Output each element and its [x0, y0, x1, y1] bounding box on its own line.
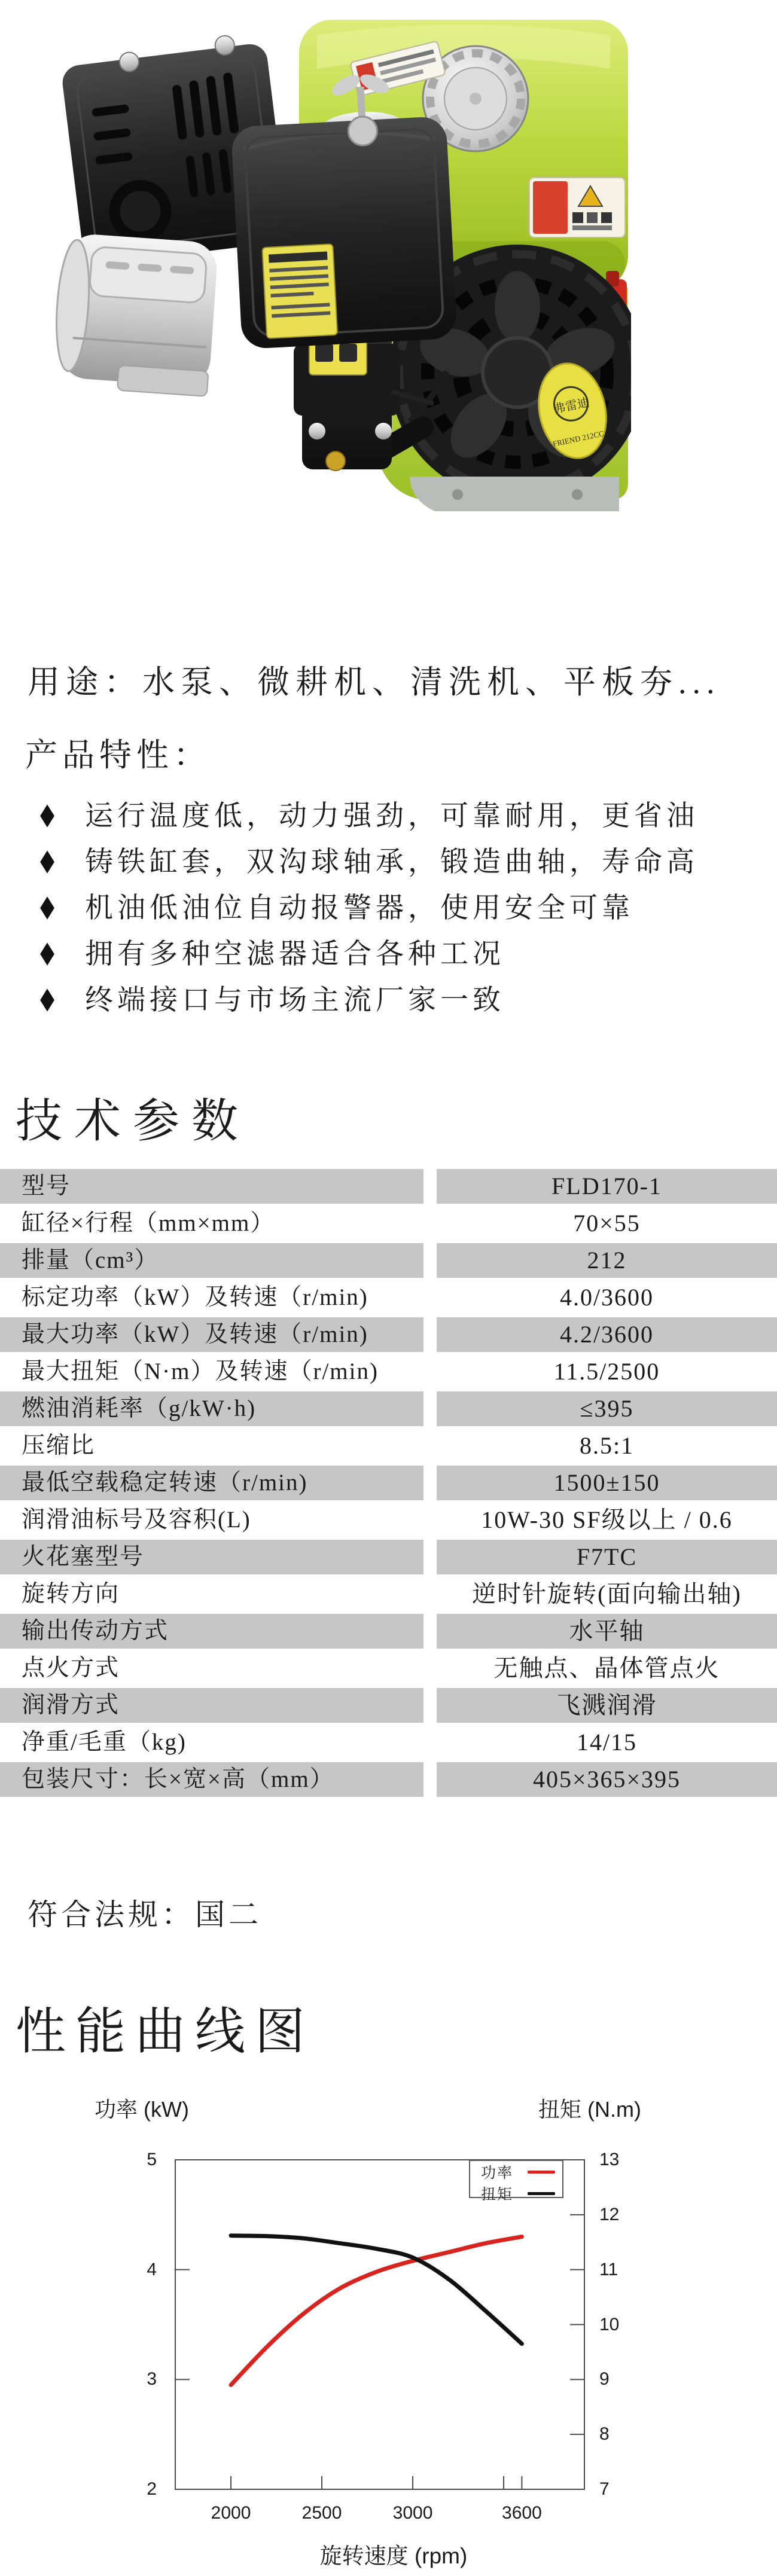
spec-label: 点火方式 — [22, 1655, 120, 1681]
spec-value: 飞溅润滑 — [437, 1688, 777, 1723]
feature-text: 拥有多种空滤器适合各种工况 — [85, 939, 505, 970]
table-row — [0, 1503, 777, 1537]
table-row — [0, 1391, 777, 1426]
x-tick-label: 2000 — [211, 2503, 251, 2523]
spec-label: 型号 — [0, 1169, 423, 1204]
y-right-tick-label: 10 — [599, 2314, 620, 2334]
spec-value: 4.0/3600 — [559, 1284, 654, 1311]
y-right-tick-label: 12 — [599, 2204, 620, 2224]
spec-label: 旋转方向 — [22, 1581, 120, 1607]
spec-label: 润滑方式 — [0, 1688, 423, 1723]
feature-text: 运行温度低，动力强劲，可靠耐用，更省油 — [85, 801, 699, 832]
feature-text: 终端接口与市场主流厂家一致 — [85, 985, 505, 1016]
y-right-tick-label: 9 — [599, 2369, 610, 2389]
feature-item — [26, 975, 756, 1021]
legend-label: 扭矩 — [481, 2187, 514, 2203]
diamond-bullet-icon: ◆ — [39, 843, 54, 877]
legend-item — [470, 2161, 562, 2183]
features-title: 产品特性： — [25, 737, 211, 773]
diamond-bullet-icon: ◆ — [39, 796, 54, 831]
chart-legend — [469, 2160, 563, 2203]
legend-label: 功率 — [481, 2165, 514, 2181]
feature-text: 机油低油位自动报警器，使用安全可靠 — [85, 893, 634, 924]
crankcase — [410, 477, 619, 511]
right-axis-title: 扭矩 (N.m) — [538, 2097, 641, 2122]
product-photo — [51, 9, 631, 520]
spec-value: ≤395 — [437, 1391, 777, 1426]
muffler — [51, 232, 218, 396]
table-row — [0, 1206, 777, 1241]
x-tick-label: 3600 — [502, 2503, 542, 2523]
spec-value: 无触点、晶体管点火 — [493, 1655, 720, 1681]
y-right-tick-label: 8 — [599, 2424, 610, 2444]
table-row — [0, 1577, 777, 1611]
table-row — [0, 1317, 777, 1352]
table-row — [0, 1688, 777, 1723]
tech-heading: 技术参数 — [16, 1095, 251, 1147]
decal-model-text: FRIEND 212CC — [551, 429, 605, 448]
law-line: 符合法规：国二 — [28, 1898, 262, 1931]
spec-value: 212 — [437, 1243, 777, 1278]
spec-value: 逆时针旋转(面向输出轴) — [472, 1580, 742, 1607]
table-row — [0, 1651, 777, 1686]
decal-brand-text: 弗雷迪 — [552, 396, 590, 417]
spec-label: 标定功率（kW）及转速（r/min) — [22, 1284, 368, 1310]
feature-text: 铸铁缸套，双沟球轴承，锻造曲轴，寿命高 — [85, 847, 699, 878]
legend-line-sample — [528, 2171, 555, 2174]
legend-line-sample — [528, 2192, 555, 2195]
feature-item — [26, 837, 756, 883]
y-right-tick-label: 11 — [599, 2259, 618, 2279]
spec-table — [0, 1169, 777, 1799]
spec-label: 排量（cm³） — [0, 1243, 423, 1278]
spec-value: 10W-30 SF级以上 / 0.6 — [481, 1506, 733, 1533]
spec-label: 最大功率（kW）及转速（r/min) — [0, 1317, 423, 1352]
left-axis-title: 功率 (kW) — [95, 2097, 189, 2122]
x-axis-title: 旋转速度 (rpm) — [319, 2544, 468, 2568]
y-left-tick-label: 5 — [147, 2150, 157, 2169]
feature-item — [26, 790, 756, 837]
table-row — [0, 1540, 777, 1574]
table-row — [0, 1762, 777, 1797]
spec-label: 火花塞型号 — [0, 1540, 423, 1574]
spec-label: 缸径×行程（mm×mm） — [22, 1210, 275, 1236]
spec-value: 70×55 — [573, 1210, 641, 1237]
tank-warning-sticker-side — [529, 178, 625, 237]
spec-value: 14/15 — [576, 1729, 638, 1756]
curve-right — [231, 2236, 522, 2344]
table-row — [0, 1614, 777, 1649]
air-filter-sticker — [262, 244, 337, 338]
y-right-tick-label: 13 — [599, 2150, 620, 2169]
spec-value: 水平轴 — [437, 1614, 777, 1649]
performance-heading: 性能曲线图 — [16, 2004, 315, 2060]
diamond-bullet-icon: ◆ — [39, 889, 54, 923]
y-right-tick-label: 7 — [599, 2479, 610, 2499]
feature-item — [26, 883, 756, 929]
spec-label: 最大扭矩（N·m）及转速（r/min) — [22, 1359, 379, 1384]
y-left-tick-label: 3 — [147, 2369, 157, 2389]
spec-label: 最低空载稳定转速（r/min) — [0, 1466, 423, 1500]
diamond-bullet-icon: ◆ — [39, 935, 54, 969]
spec-value: 11.5/2500 — [553, 1358, 660, 1385]
spec-value: 405×365×395 — [437, 1762, 777, 1797]
uses-line: 用途：水泵、微耕机、清洗机、平板夯... — [28, 664, 721, 700]
spec-value: F7TC — [437, 1540, 777, 1574]
table-row — [0, 1280, 777, 1315]
features-list — [26, 790, 756, 1021]
table-row — [0, 1466, 777, 1500]
x-tick-label: 2500 — [301, 2503, 342, 2523]
table-row — [0, 1429, 777, 1463]
spec-label: 燃油消耗率（g/kW·h) — [0, 1391, 423, 1426]
spec-label: 净重/毛重（kg) — [22, 1729, 187, 1755]
curve-left — [231, 2237, 522, 2385]
table-row — [0, 1354, 777, 1389]
table-row — [0, 1169, 777, 1204]
spec-value: 4.2/3600 — [437, 1317, 777, 1352]
plot-border — [175, 2160, 584, 2489]
spec-label: 输出传动方式 — [0, 1614, 423, 1649]
feature-item — [26, 929, 756, 975]
y-left-tick-label: 2 — [147, 2479, 157, 2499]
spec-value: 1500±150 — [437, 1466, 777, 1500]
table-row — [0, 1725, 777, 1760]
diamond-bullet-icon: ◆ — [39, 981, 54, 1015]
legend-item — [470, 2183, 562, 2204]
table-row — [0, 1243, 777, 1278]
spec-value: FLD170-1 — [437, 1169, 777, 1204]
spec-label: 润滑油标号及容积(L) — [22, 1507, 251, 1533]
y-left-tick-label: 4 — [147, 2259, 157, 2279]
x-tick-label: 3000 — [392, 2503, 433, 2523]
spec-label: 包装尺寸：长×宽×高（mm） — [0, 1762, 423, 1797]
spec-label: 压缩比 — [22, 1433, 96, 1458]
spec-value: 8.5:1 — [579, 1432, 635, 1459]
